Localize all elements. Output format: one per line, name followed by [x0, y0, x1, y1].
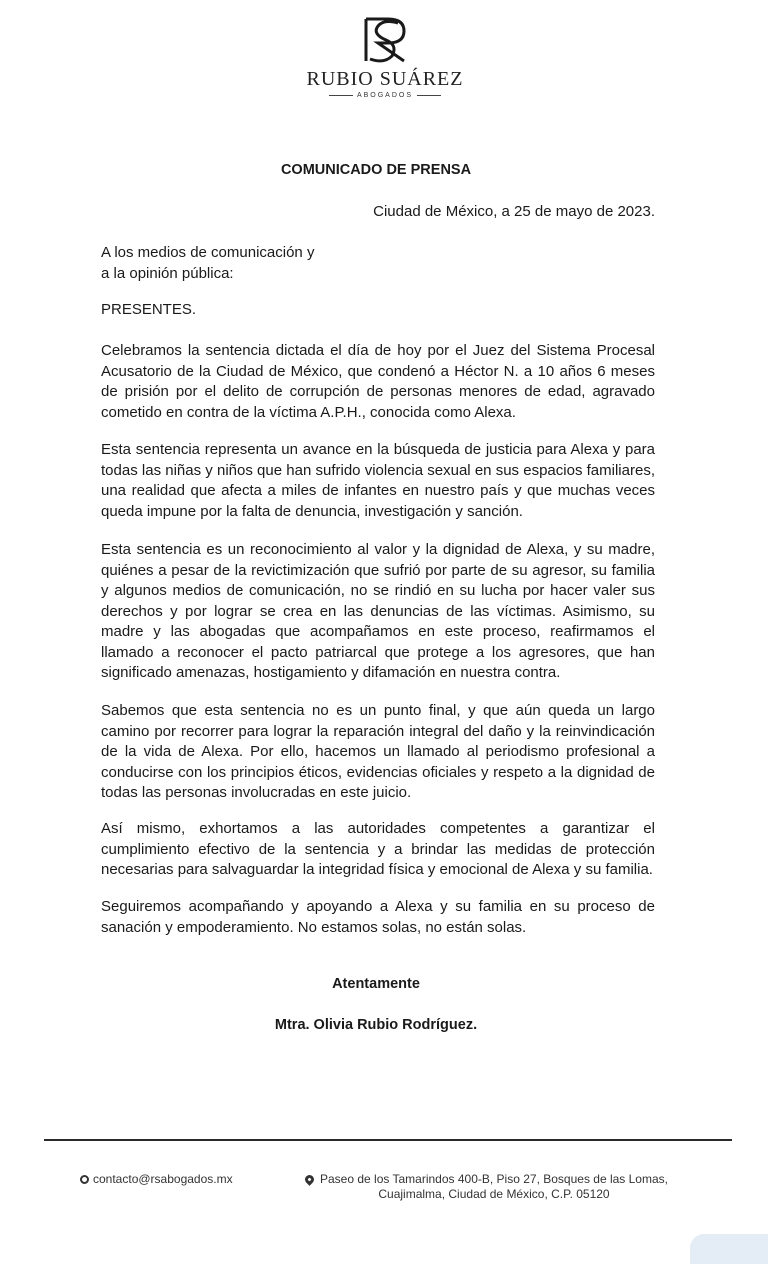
divider	[329, 95, 353, 96]
address-text	[320, 1172, 668, 1202]
rs-monogram-icon	[358, 14, 412, 66]
paragraph: Sabemos que esta sentencia no es un punto final, y que aún queda un largo camino por recorrer para lograr la reparación integral del daño y la reinvindicación de la vida de Alexa. Por ello, hacemos un llamado al periodismo profesional a conducirse con los principios éticos, evidencias oficiales y respeto a la dignidad de todas las personas involucradas en este juicio.	[101, 702, 655, 801]
law-firm-logo	[300, 14, 470, 99]
signature: Mtra. Olivia Rubio Rodríguez.	[274, 1017, 478, 1033]
addressee	[101, 243, 655, 284]
footer-address	[305, 1172, 668, 1202]
divider	[417, 95, 441, 96]
location-pin-icon	[303, 1173, 316, 1186]
paragraph: Esta sentencia representa un avance en la búsqueda de justicia para Alexa y para todas las niñas y niños que han sufrido violencia sexual en sus espacios familiares, una realidad que afecta a miles de infantes en nuestro país y que muchas veces queda impune por la falta de denuncia, investigación y sanción.	[101, 441, 655, 520]
address-line: Paseo de los Tamarindos 400-B, Piso 27, Bosques de las Lomas,	[320, 1172, 668, 1186]
footer-divider	[44, 1139, 732, 1141]
paragraph: Celebramos la sentencia dictada el día de hoy por el Juez del Sistema Procesal Acusatorio de la Ciudad de México, que condenó a Héctor N. a 10 años 6 meses de prisión por el delito de corrupción de personas menores de edad, agravado cometido en contra de la víctima A.P.H., conocida como Alexa.	[101, 342, 655, 421]
footer-email	[80, 1172, 233, 1186]
paragraph: Seguiremos acompañando y apoyando a Alexa y su familia en su proceso de sanación y empoderamiento. No estamos solas, no están solas.	[101, 898, 655, 936]
date-line: Ciudad de México, a 25 de mayo de 2023.	[373, 203, 655, 220]
paragraph: Esta sentencia es un reconocimiento al valor y la dignidad de Alexa, y su madre, quiénes a pesar de la revictimización que sufrió por parte de su agresor, su familia y algunos medios de comunicación, no se rindió en su lucha por hacer valer sus derechos y por lograr se crea en las denuncias de las víctimas. Asimismo, su madre y las abogadas que acompañamos en este proceso, reafirmamos el llamado a reconocer el pacto patriarcal que protege a los agresores, que han significado amenazas, hostigamiento y difamación en nuestra contra.	[101, 541, 655, 681]
document-title: COMUNICADO DE PRENSA	[280, 162, 472, 178]
paragraph: Así mismo, exhortamos a las autoridades competentes a garantizar el cumplimiento efectivo de la sentencia y a brindar las medidas de protección necesarias para salvaguardar la integridad física y emocional de Alexa y su familia.	[101, 820, 655, 878]
firm-subtitle-row	[300, 92, 470, 99]
firm-name: RUBIO SUÁREZ	[306, 68, 464, 90]
address-line: Cuajimalma, Ciudad de México, C.P. 05120	[378, 1187, 610, 1201]
email-text[interactable]: contacto@rsabogados.mx	[93, 1172, 233, 1186]
firm-subtitle: ABOGADOS	[356, 92, 414, 99]
salutation: PRESENTES.	[101, 301, 197, 318]
corner-overlay	[690, 1234, 768, 1264]
closing: Atentamente	[332, 976, 420, 992]
addressee-line: A los medios de comunicación y	[101, 244, 315, 261]
at-sign-icon	[80, 1175, 89, 1184]
addressee-line: a la opinión pública:	[101, 264, 234, 282]
